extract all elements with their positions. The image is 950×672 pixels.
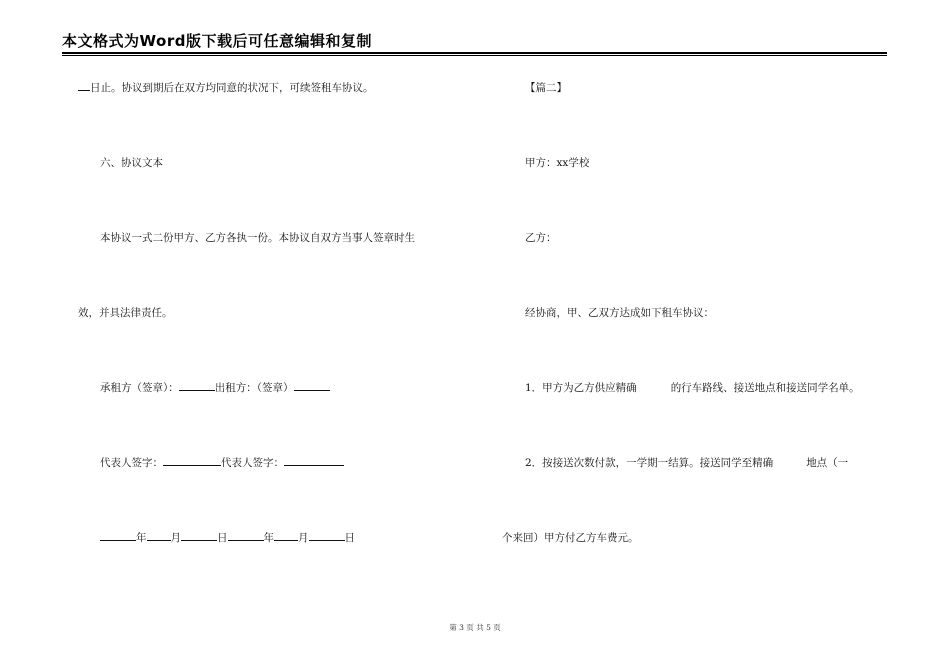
right-line-2: 甲方：xx学校: [525, 157, 590, 169]
right-line-6: 2．按接送次数付款，一学期一结算。接送同学至精确 地点（一: [525, 457, 849, 469]
page-number: 第 3 页 共 5 页: [449, 623, 501, 632]
lessee-label: 承租方（签章）：: [100, 382, 179, 394]
rep-label-1: 代表人签字：: [100, 457, 163, 469]
rep-blank-2: [284, 456, 344, 466]
right-line-3: 乙方：: [525, 232, 557, 244]
rep-label-2: 代表人签字：: [221, 457, 284, 469]
document-header: 本文格式为Word版下载后可任意编辑和复制: [62, 32, 372, 50]
left-line-3: 本协议一式二份甲方、乙方各执一份。本协议自双方当事人签章时生: [100, 232, 415, 244]
right-line-4: 经协商，甲、乙双方达成如下租车协议：: [525, 307, 714, 319]
left-line-1: 日止。协议到期后在双方均同意的状况下，可续签租车协议。: [78, 80, 374, 95]
right-line-5: 1．甲方为乙方供应精确 的行车路线、接送地点和接送同学名单。: [525, 382, 860, 394]
left-line-4: 效，并具法律责任。: [78, 307, 173, 319]
left-line-2: 六、协议文本: [100, 157, 163, 169]
lessor-blank: [294, 381, 330, 391]
header-rule-thin: [62, 55, 887, 56]
right-line-1: 【篇二】: [525, 82, 567, 94]
signature-line-1: [100, 380, 330, 395]
header-rule: [62, 52, 887, 54]
lessee-blank: [179, 381, 215, 391]
date-line: 年 月 日 年 月 日: [100, 530, 355, 545]
right-line-7: 个来回）甲方付乙方车费元。: [502, 532, 639, 544]
lessor-label: 出租方：（签章）: [214, 382, 294, 394]
rep-blank-1: [163, 456, 221, 466]
signature-line-2: [100, 455, 344, 470]
